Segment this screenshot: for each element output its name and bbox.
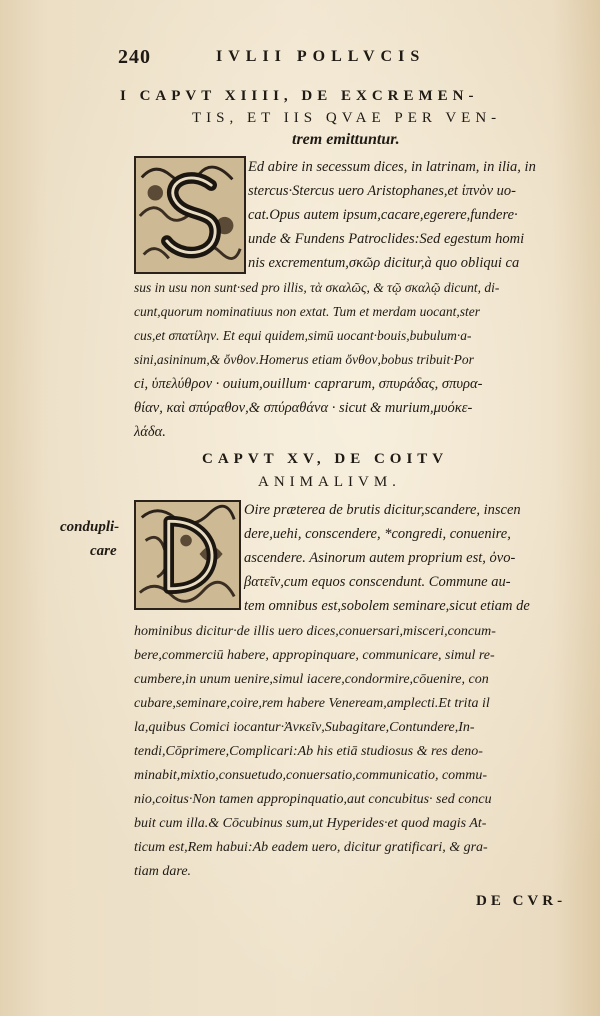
chapter-15-text-line: tem omnibus est,sobolem seminare,sicut etiam de [244,598,530,614]
chapter-14-text-line: nis excrementum,σκῶρ dicitur,à quo obliqui ca [248,255,520,271]
chapter-15-text-line: la,quibus Comici iocantur·Ἀνκεῖν,Subagitare,Contundere,In- [134,720,475,735]
folio-number: 240 [118,46,151,68]
chapter-14-text-line: stercus·Stercus uero Aristophanes,et ἰπνὸν uo- [248,183,516,199]
chapter-15-text-line: ascendere. Asinorum autem proprium est, ὀνο- [244,550,516,566]
decorated-initial-d [134,500,241,610]
chapter-14-text-line: sus in usu non sunt·sed pro illis, τὰ σκαλῶς, & τῷ σκαλῷ dicunt, di- [134,280,500,295]
chapter-14-title-line-3: trem emittuntur. [292,131,400,148]
chapter-14-title-line-1: I CAPVT XIIII, DE EXCREMEN- [120,88,479,104]
initial-s-ornament-icon [136,158,244,272]
chapter-14-text-line: θίαν, καὶ σπύραθον,& σπύραθάνα · sicut & murium,μυόκε- [134,400,473,416]
chapter-14-text-line: Ed abire in secessum dices, in latrinam, in ilia, in [248,159,536,175]
margin-note-line: care [90,543,117,559]
chapter-14-text-line: cus,et σπατίλην. Et equi quidem,simū uocant·bouis,bubulum·a- [134,328,472,343]
decorated-initial-s [134,156,246,274]
chapter-14-text-line: λάδα. [134,424,166,440]
chapter-15-text-line: tendi,Cōprimere,Complicari:Ab his etiā studiosus & res deno- [134,744,483,759]
chapter-15-title-line-1: CAPVT XV, DE COITV [202,451,449,467]
chapter-14-text-line: cat.Opus autem ipsum,cacare,egerere,fundere· [248,207,518,223]
chapter-14-text-line: ci, ὑπελύθρον · ouium,ouillum· caprarum, σπυράδας, σπυρα- [134,376,483,392]
chapter-14-text-line: unde & Fundens Patroclides:Sed egestum homi [248,231,525,247]
chapter-14-text-line: sini,asininum,& ὄνθον.Homerus etiam ὄνθον,bobus tribuit·Por [134,352,474,367]
chapter-14-text-line: cunt,quorum nominatiuus non extat. Tum et merdam uocant,ster [134,304,480,319]
chapter-15-text-line: Oire præterea de brutis dicitur,scandere, inscen [244,502,521,518]
chapter-15-text-line: ticum est,Rem habui:Ab eadem uero, dicitur gratificari, & gra- [134,840,488,855]
chapter-15-text-line: cumbere,in unum uenire,simul iacere,condormire,cōuenire, con [134,672,489,687]
chapter-15-text-line: tiam dare. [134,864,192,879]
chapter-15-title-line-2: ANIMALIVM. [258,474,401,490]
chapter-15-text-line: cubare,seminare,coire,rem habere Veneream,amplecti.Et trita il [134,696,490,711]
chapter-14-title-line-2: TIS, ET IIS QVAE PER VEN- [192,110,502,126]
initial-d-ornament-icon [136,502,239,608]
chapter-15-text-line: nio,coitus·Non tamen appropinquatio,aut concubitus· sed concu [134,792,492,807]
chapter-15-text-line: minabit,mixtio,consuetudo,conuersatio,communicatio, commu- [134,768,488,783]
chapter-15-text-line: dere,uehi, conscendere, *congredi, conuenire, [244,526,511,542]
page-header [118,46,518,70]
chapter-15-text-line: bere,commerciū habere, appropinquare, communicare, simul re- [134,648,495,663]
margin-note-line: condupli- [60,519,120,535]
running-title: IVLII POLLVCIS [216,48,426,65]
chapter-15-text-line: buit cum illa.& Cōcubinus sum,ut Hyperides·et quod magis At- [134,816,487,831]
catchword: DE CVR- [476,893,567,909]
chapter-15-text-line: hominibus dicitur·de illis uero dices,conuersari,misceri,concum- [134,624,496,639]
chapter-15-text-line: βατεῖν,cum equos conscendunt. Commune au- [244,574,511,590]
